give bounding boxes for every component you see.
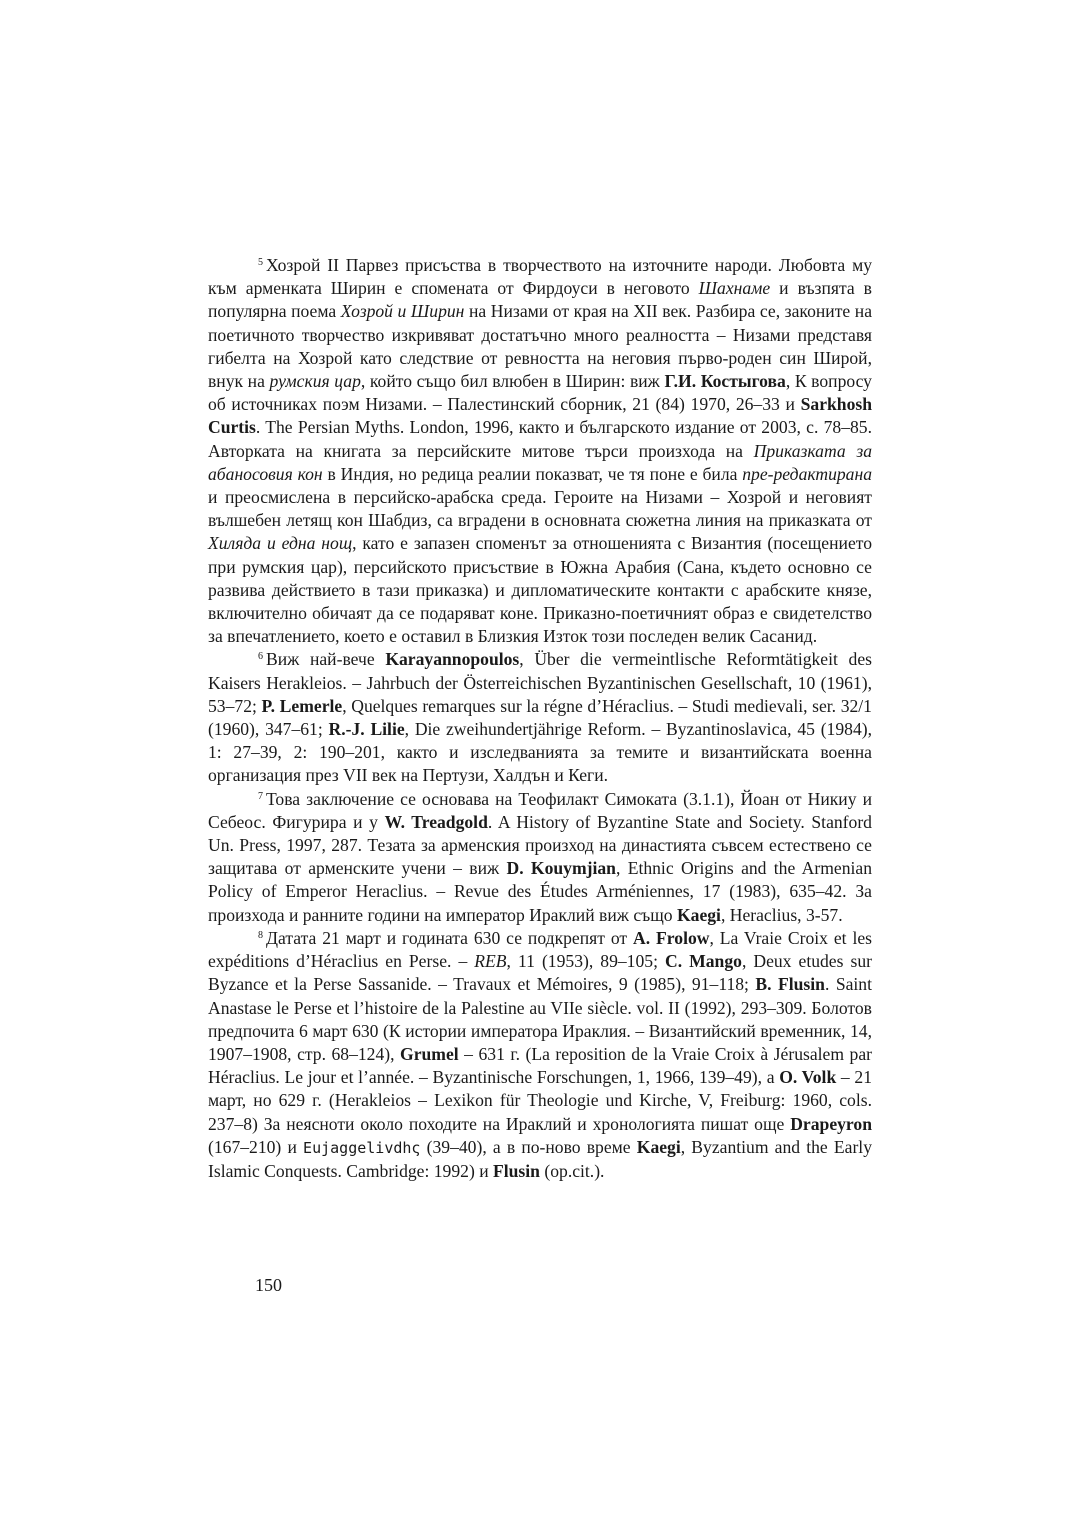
footnote-text: (op.cit.). (539, 1160, 605, 1181)
footnote-number: 6 (258, 651, 263, 663)
footnotes-block (208, 254, 872, 1183)
footnote-text: (167–210) и (208, 1136, 304, 1157)
author-name: Drapeyron (790, 1113, 872, 1134)
italic-title: Хиляда и една нощ (208, 533, 353, 554)
footnote-text: . A History of Byzantine State and Society. Stanford Un. Press, 1997, 287. Тезата за арменския произход на династията съвсем естествено се защитава от арменските учени – виж (208, 811, 872, 879)
footnote-text: Това заключение се основава на Теофилакт Симоката (3.1.1), Йоан от Никиу и Себеос. Фигурира и у (208, 788, 872, 832)
footnote-text: , Byzantium and the Early Islamic Conquests. Cambridge: 1992) и (208, 1136, 872, 1181)
footnote-text: в Индия, но редица реалии показват, че тя поне е била (322, 463, 743, 484)
footnote-text: и възпята в популярна поема (208, 278, 872, 322)
author-name: Grumel (400, 1043, 459, 1064)
footnote-6 (208, 648, 872, 787)
footnote-5 (208, 254, 872, 648)
footnote-text: , като е запазен споменът за отношенията с Византия (посещението при румския цар), персийското присъствие в Южна Арабия (Сана, където основно се развива действието в тази приказка) и дипломатическите контакти с арабските князе, включително обичаят да се подаряват коне. Приказно-поетичният образ е свидетелство за впечатлението, което е оставил в Близкия Изток този последен велик Сасанид. (208, 533, 873, 647)
footnote-text: , който също бил влюбен в Ширин: виж (360, 371, 665, 392)
author-name: R.-J. Lilie (328, 719, 405, 740)
footnote-text: . The Persian Myths. London, 1996, както и българското издание от 2003, с. 78–85. Авторката на книгата за персийските митове търси произхода на (208, 417, 872, 461)
italic-title: Шахнаме (698, 278, 771, 299)
footnote-text: , Quelques remarques sur la régne d’Héraclius. – Studi medievali, ser. 32/1 (1960), 347–61; (208, 695, 872, 740)
footnote-text: Виж най-вече (266, 649, 386, 670)
italic-title: Приказката за абаносовия кон (208, 440, 872, 484)
author-name: Flusin (493, 1160, 540, 1181)
author-name: Kaegi (636, 1136, 681, 1157)
author-name: Г.И. Костыгова (664, 371, 786, 392)
footnote-text: (39–40), а в по-ново време (420, 1136, 637, 1157)
footnote-text: и преосмислена в персийско-арабска среда. Героите на Низами – Хозрой и неговият вълшебен летящ кон Шабдиз, са вградени в основната сюжетна линия на приказката от (208, 487, 872, 531)
author-name: Sarkhosh Curtis (208, 394, 872, 438)
author-name: B. Flusin (755, 974, 825, 995)
greek-font-text: Eujaggelivdhς (303, 1138, 421, 1157)
author-name: P. Lemerle (261, 695, 343, 716)
footnote-text: Датата 21 март и годината 630 се подкрепят от (266, 927, 634, 948)
author-name: O. Volk (779, 1067, 837, 1088)
footnote-7 (208, 788, 872, 927)
footnote-text: – 21 март, но 629 г. (Herakleios – Lexikon für Theologie und Kirche, V, Freiburg: 1960, cols. 237–8) За неясноти около походите на Ираклий и хронологията пишат още (208, 1067, 873, 1134)
author-name: Kaegi (676, 904, 721, 925)
italic-title: пре-редактирана (742, 463, 872, 484)
footnote-text: , Über die vermeintlische Reformtätigkeit des Kaisers Herakleios. – Jahrbuch der Österreichischen Byzantinischen Gesellschaft, 10 (1961), 53–72; (208, 649, 872, 716)
italic-title: REB (474, 951, 507, 972)
footnote-text: , Ethnic Origins and the Armenian Policy of Emperor Heraclius. – Revue des Études Arméniennes, 17 (1983), 635–42. За произхода и ранните години на император Ираклий виж също (208, 858, 872, 925)
footnote-text: , Heraclius, 3-57. (720, 904, 843, 925)
footnote-text: на Низами от края на XII век. Разбира се, законите на поетичното творчество изкривяват достатъчно много реалността – Низами представя гибелта на Хозрой като следствие от ревността на неговия първо-роден син Широй, внук на (208, 301, 873, 392)
author-name: A. Frolow (633, 927, 710, 948)
footnote-number: 8 (258, 929, 263, 941)
footnote-text: , 11 (1953), 89–105; (506, 951, 665, 972)
author-name: D. Kouymjian (506, 858, 616, 879)
footnote-text: , La Vraie Croix et les expéditions d’Héraclius en Perse. – (208, 927, 872, 972)
footnote-text: , Deux etudes sur Byzance et la Perse Sassanide. – Travaux et Mémoires, 9 (1985), 91–118; (208, 951, 873, 995)
italic-title: румския цар (269, 371, 361, 392)
author-name: C. Mango (665, 951, 742, 972)
author-name: W. Treadgold (384, 811, 488, 832)
italic-title: Хозрой и Ширин (340, 301, 465, 322)
footnote-number: 5 (258, 257, 263, 268)
footnote-text: – 631 г. (La reposition de la Vraie Croix à Jérusalem par Héraclius. Le jour et l’année. – Byzantinische Forschungen, 1, 1966, 139–49), а (208, 1043, 872, 1088)
footnote-text: Хозрой II Парвез присъства в творчеството на източните народи. Любовта му към арменката Ширин е спомената от Фирдоуси в неговото (208, 255, 872, 299)
footnote-text: , К вопросу об источниках поэм Низами. – Палестинский сборник, 21 (84) 1970, 26–33 и (208, 371, 872, 415)
footnote-text: . Saint Anastase le Perse et l’histoire de la Palestine au VIIe siècle. vol. II (1992), 293–309. Болотов предпочита 6 март 630 (К истории императора Ираклия. – Византийский временник, 14, 1907–1908, стр. 68–124), (208, 974, 872, 1064)
author-name: Karayannopoulos (385, 649, 520, 670)
page-number: 150 (255, 1275, 282, 1295)
footnote-text: , Die zweihundertjährige Reform. – Byzantinoslavica, 45 (1984), 1: 27–39, 2: 190–201, както и изследванията за темите и византийската военна организация през VII век на Пертузи, Халдън и Кеги. (208, 719, 873, 786)
footnote-number: 7 (258, 790, 263, 802)
footnote-8 (208, 927, 872, 1183)
